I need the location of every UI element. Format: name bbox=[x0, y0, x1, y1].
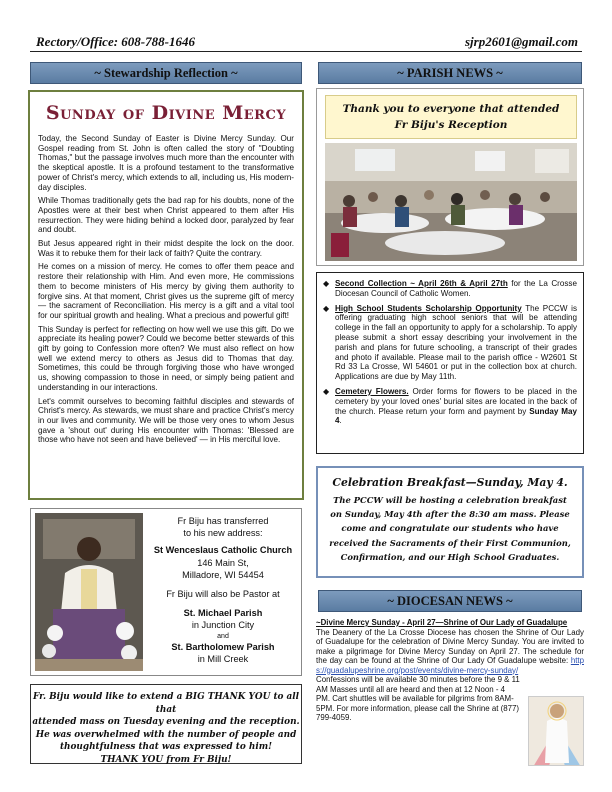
reflection-paragraph: He comes on a mission of mercy. He comes to offer them peace and restore their relationship with Him. And even more, He commissions them to become ministers of His mercy by giving them authority to forgive sins. At that moment, Christ gives us the supreme gift of mercy — the sacrament of Reconciliation. His mercy is a gift and a vital tool for our spiritual growth and healing. What a precious and powerful gift! bbox=[38, 262, 294, 320]
rectory-phone: Rectory/Office: 608-788-1646 bbox=[36, 34, 195, 49]
thanks-line: He was overwhelmed with the number of people and bbox=[35, 729, 297, 740]
reception-caption-line: Thank you to everyone that attended bbox=[342, 103, 560, 115]
thank-you-box bbox=[30, 684, 302, 764]
parish-news-list bbox=[323, 279, 577, 426]
shrine-website-link[interactable]: https://guadalupeshrine.org/post/events/divine-mercy-sunday/ bbox=[316, 656, 584, 675]
diocesan-news-banner: ~ DIOCESAN NEWS ~ bbox=[318, 590, 582, 612]
news-item-text: The PCCW is offering graduating high school seniors that will be attending college in the fall an opportunity to apply for a scholarship. To apply please submit a short essay describing your involvement in the parish and plans for future schooling, a transcript of their grades and photo if available. Please mail to the parish office - W2601 St Rd 33 La Crosse, WI 54601 or put in the collection box at church. Applications are due by May 11th. bbox=[335, 303, 577, 382]
news-item-title: Second Collection ~ April 26th & April 27th bbox=[335, 279, 508, 288]
news-item-text: for the La Crosse Diocesan Council of Catholic Women. bbox=[335, 279, 577, 298]
thanks-line: Fr. Biju would like to extend a BIG THANK YOU to all that bbox=[32, 692, 300, 715]
diocesan-news bbox=[316, 618, 584, 768]
fr-biju-photo bbox=[35, 513, 143, 671]
parish-news-list-box bbox=[316, 272, 584, 454]
diocesan-body: The Deanery of the La Crosse Diocese has chosen the Shrine of Our Lady of Guadalupe for the celebration of Divine Mercy Sunday. You are invited to make a pilgrimage for Divine Mercy Sunday on April 27. The schedule for the day can be found at the Shrine of Our Lady Of Guadalupe website: bbox=[316, 627, 584, 665]
news-item bbox=[323, 304, 577, 382]
church-street: 146 Main St, bbox=[197, 557, 249, 568]
breakfast-body: The PCCW will be hosting a celebration breakfast on Sunday, May 4th after the 8:30 am mass. Please come and congratulate our students who have received the Sacraments of their First Communion, Confirmation, and our High School Graduates. bbox=[329, 495, 571, 562]
thanks-line: attended mass on Tuesday evening and the reception. bbox=[32, 717, 300, 728]
page-header bbox=[30, 32, 582, 52]
reception-caption bbox=[325, 95, 577, 139]
reflection-paragraph: While Thomas traditionally gets the bad rap for his doubts, none of the Apostles were at their best when Christ appeared to them after His resurrection. They were hiding behind a locked door, paralyzed by fear and doubt. bbox=[38, 196, 294, 235]
parish-location: in Mill Creek bbox=[197, 653, 249, 664]
pastor-line: Fr Biju will also be Pastor at bbox=[166, 589, 280, 600]
reflection-paragraph: This Sunday is perfect for reflecting on how well we use this gift. Do we appreciate its healing power? Could we become better stewards of this gift by going to Confession more often? We must also reflect on how well we extend mercy to others as Jesus did to Thomas that day. Sometimes, this could be through forgiving those who have wronged us, showing compassion to those in need, or simply being patient and understanding in our interactions. bbox=[38, 324, 294, 392]
diocesan-schedule: Confessions will be available 30 minutes before the 9 & 11 AM Masses until all are heard and then at 12 Noon - 4 PM. Cart shuttles will be available for pilgrims from 8AM-5PM. For more information, please call the Shrine at (877) 799-4059. bbox=[316, 675, 520, 722]
reception-caption-line: Fr Biju's Reception bbox=[394, 119, 508, 131]
stewardship-reflection-box bbox=[28, 90, 304, 500]
news-item bbox=[323, 279, 577, 299]
email-address: sjrp2601@gmail.com bbox=[464, 34, 578, 49]
and-text: and bbox=[217, 632, 229, 640]
reflection-paragraph: Today, the Second Sunday of Easter is Divine Mercy Sunday. Our Gospel reading from St. John is often called the story of "Doubting Thomas," but the passage involves much more than the encounter with the skeptical apostle. It is a profound testament to the transformative power of Christ's mercy, which extends to all, including us, His modern-day disciples. bbox=[38, 134, 294, 192]
parish-location: in Junction City bbox=[191, 620, 255, 631]
news-item-title: High School Students Scholarship Opportunity bbox=[335, 303, 522, 313]
reception-photo-block bbox=[316, 88, 584, 266]
reflection-title: Sunday of Divine Mercy bbox=[45, 102, 287, 124]
new-church-name: St Wenceslaus Catholic Church bbox=[153, 545, 293, 556]
reflection-text bbox=[38, 134, 294, 445]
diamond-bullet-icon: ◆ bbox=[323, 386, 330, 396]
transfer-line: to his new address: bbox=[183, 528, 263, 539]
reflection-paragraph: But Jesus appeared right in their midst despite the lock on the door. Was it to rebuke them for their lack of faith? Quite the contrary. bbox=[38, 239, 294, 258]
news-item-end: . bbox=[339, 416, 342, 426]
divine-mercy-image bbox=[528, 696, 584, 766]
thanks-line: thoughtfulness that was expressed to him! bbox=[59, 742, 273, 753]
parish-name: St. Bartholomew Parish bbox=[171, 641, 275, 652]
parish-name: St. Michael Parish bbox=[183, 608, 263, 619]
news-item-text: Order forms for flowers to be placed in the cemetery by your loved ones' burial sites are located in the back of the church. Please return your form and payment by bbox=[335, 386, 577, 416]
church-city: Milladore, WI 54454 bbox=[182, 569, 264, 580]
reflection-paragraph: Let's commit ourselves to becoming faithful disciples and stewards of Christ's mercy. As stewards, we must share and practice Christ's mercy in our lives and community. We will be those very ones to whom Jesus gave a 'shout out' during His encounter with Thomas: 'Blessed are those who have not seen and have believed' — in His merciful love. bbox=[38, 396, 294, 445]
diocesan-body-block bbox=[316, 628, 584, 676]
diamond-bullet-icon: ◆ bbox=[323, 303, 330, 313]
celebration-breakfast-box bbox=[316, 466, 584, 578]
parish-news-banner: ~ PARISH NEWS ~ bbox=[318, 62, 582, 84]
thanks-line: THANK YOU from Fr Biju! bbox=[100, 754, 232, 765]
stewardship-banner: ~ Stewardship Reflection ~ bbox=[30, 62, 302, 84]
transfer-text bbox=[145, 515, 301, 665]
news-item-title: Cemetery Flowers. bbox=[335, 386, 409, 396]
transfer-line: Fr Biju has transferred bbox=[177, 516, 269, 526]
reception-photo bbox=[325, 143, 577, 261]
news-item bbox=[323, 387, 577, 426]
diamond-bullet-icon: ◆ bbox=[323, 279, 330, 288]
transfer-box bbox=[30, 508, 302, 676]
news-item-date: Sunday May 4 bbox=[335, 406, 577, 426]
diocesan-heading: ~Divine Mercy Sunday - April 27—Shrine of Our Lady of Guadalupe bbox=[316, 618, 568, 627]
breakfast-title: Celebration Breakfast—Sunday, May 4. bbox=[332, 476, 568, 489]
